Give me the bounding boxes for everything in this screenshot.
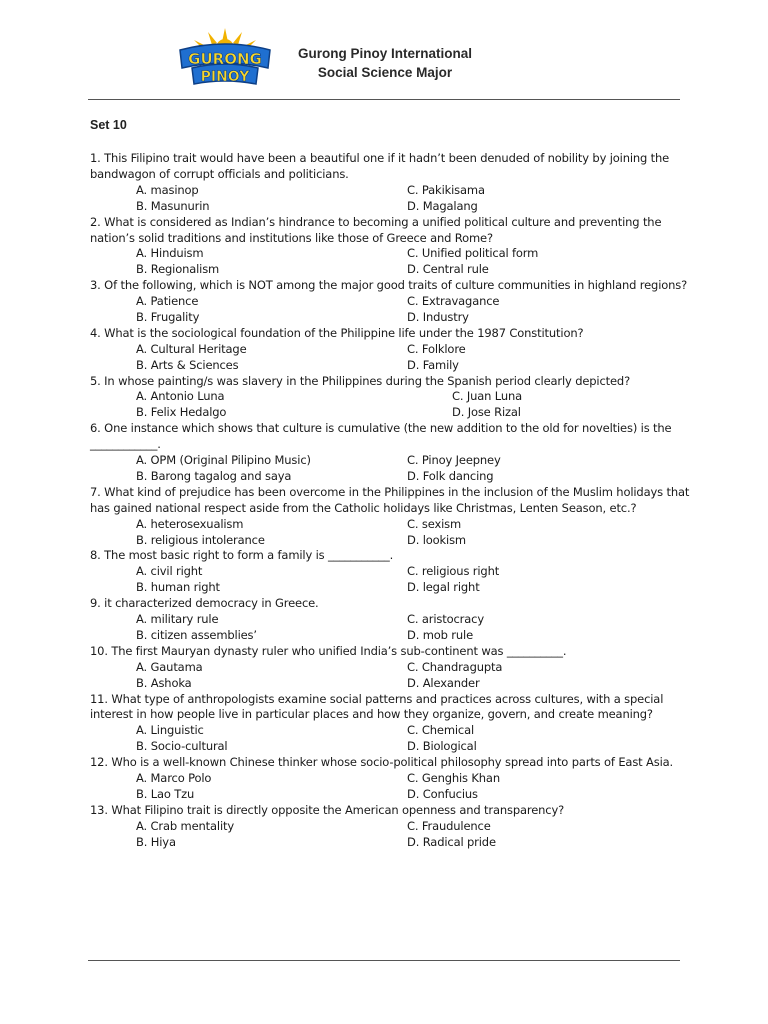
answer-option: C. Pinoy Jeepney <box>407 453 501 468</box>
answer-option: A. heterosexualism <box>136 516 244 531</box>
option-row <box>90 771 690 787</box>
option-row <box>90 533 690 549</box>
option-row <box>90 676 690 692</box>
answer-option: D. Radical pride <box>407 834 496 849</box>
answer-option: A. Patience <box>136 294 199 309</box>
answer-option: B. Arts & Sciences <box>136 357 239 372</box>
answer-option: B. Frugality <box>136 309 200 324</box>
answer-option: B. human right <box>136 580 220 595</box>
answer-option: B. Felix Hedalgo <box>136 405 227 420</box>
answer-option: B. citizen assemblies’ <box>136 627 257 642</box>
answer-option: C. Pakikisama <box>407 182 485 197</box>
answer-option: C. Chandragupta <box>407 659 503 674</box>
option-row <box>90 469 690 485</box>
answer-option: A. Gautama <box>136 659 203 674</box>
answer-option: B. Ashoka <box>136 675 192 690</box>
question-list <box>90 151 690 850</box>
question-stem: 9. it characterized democracy in Greece. <box>90 596 319 611</box>
logo-text-top: GURONG <box>188 50 262 68</box>
answer-option: A. Marco Polo <box>136 771 212 785</box>
question-item <box>90 548 690 596</box>
question-stem: 11. What type of anthropologists examine social patterns and practices across cultures, with a special interest in how people live in particular places and how they organize, govern, and create meaning? <box>90 691 664 722</box>
option-row <box>90 580 690 596</box>
answer-option: C. Folklore <box>407 341 466 356</box>
option-row <box>90 199 690 215</box>
question-item <box>90 803 690 851</box>
answer-option: C. religious right <box>407 564 500 579</box>
answer-option: A. military rule <box>136 612 219 627</box>
answer-option: C. Extravagance <box>407 294 500 309</box>
header-divider <box>88 99 680 100</box>
option-row <box>90 453 690 469</box>
option-row <box>90 819 690 835</box>
question-item <box>90 151 690 215</box>
answer-option: D. Family <box>407 357 459 372</box>
answer-option: A. Cultural Heritage <box>136 341 247 356</box>
question-item <box>90 215 690 279</box>
option-row <box>90 389 690 405</box>
answer-option: A. OPM (Original Pilipino Music) <box>136 453 311 468</box>
answer-option: D. Jose Rizal <box>452 405 521 420</box>
answer-option: B. religious intolerance <box>136 532 265 547</box>
answer-option: A. Hinduism <box>136 246 204 261</box>
option-row <box>90 660 690 676</box>
answer-option: D. Central rule <box>407 262 489 277</box>
answer-option: D. Industry <box>407 309 469 324</box>
option-row <box>90 246 690 262</box>
answer-option: B. Regionalism <box>136 262 220 277</box>
answer-option: A. masinop <box>136 182 199 197</box>
question-stem: 13. What Filipino trait is directly opposite the American openness and transparency? <box>90 802 565 817</box>
answer-option: A. Crab mentality <box>136 818 235 833</box>
header-title <box>290 44 480 82</box>
answer-option: A. civil right <box>136 564 203 579</box>
option-row <box>90 310 690 326</box>
question-item <box>90 644 690 692</box>
answer-option: D. Magalang <box>407 198 478 213</box>
answer-option: B. Hiya <box>136 834 176 849</box>
answer-option: C. aristocracy <box>407 612 484 627</box>
option-row <box>90 739 690 755</box>
answer-option: C. Fraudulence <box>407 818 491 833</box>
option-row <box>90 723 690 739</box>
option-row <box>90 183 690 199</box>
question-item <box>90 692 690 756</box>
question-stem: 1. This Filipino trait would have been a beautiful one if it hadn’t been denuded of nobility by joining the bandwagon of corrupt officials and politicians. <box>90 151 670 181</box>
answer-option: D. mob rule <box>407 627 473 642</box>
option-row <box>90 342 690 358</box>
question-stem: 10. The first Mauryan dynasty ruler who unified India’s sub-continent was __________. <box>90 643 567 658</box>
answer-option: A. Linguistic <box>136 723 204 738</box>
answer-option: D. Biological <box>407 739 477 754</box>
question-item <box>90 421 690 485</box>
option-row <box>90 405 690 421</box>
answer-option: B. Socio-cultural <box>136 739 228 754</box>
answer-option: D. Alexander <box>407 675 480 690</box>
answer-option: A. Antonio Luna <box>136 389 225 404</box>
question-stem: 12. Who is a well-known Chinese thinker whose socio-political philosophy spread into parts of East Asia. <box>90 755 674 770</box>
answer-option: B. Lao Tzu <box>136 786 195 801</box>
logo-text-bottom: PINOY <box>200 69 250 85</box>
header-title-line1: Gurong Pinoy International <box>297 46 472 61</box>
option-row <box>90 294 690 310</box>
header-title-line2: Social Science Major <box>317 65 453 80</box>
option-row <box>90 262 690 278</box>
question-stem: 2. What is considered as Indian’s hindrance to becoming a unified political culture and preventing the nation’s solid traditions and institutions like those of Greece and Rome? <box>90 214 662 245</box>
answer-option: C. Chemical <box>407 723 475 738</box>
question-item <box>90 596 690 644</box>
question-stem: 5. In whose painting/s was slavery in the Philippines during the Spanish period clearly depicted? <box>90 373 631 388</box>
option-row <box>90 564 690 580</box>
question-stem: 7. What kind of prejudice has been overcome in the Philippines in the inclusion of the Muslim holidays that has gained national respect aside from the Catholic holidays like Christmas, Lenten Season, etc.? <box>90 484 690 515</box>
question-item <box>90 755 690 803</box>
question-item <box>90 374 690 422</box>
gurong-pinoy-logo <box>170 28 280 88</box>
answer-option: D. legal right <box>407 580 480 595</box>
answer-option: B. Masunurin <box>136 198 210 213</box>
option-row <box>90 517 690 533</box>
option-row <box>90 787 690 803</box>
option-row <box>90 628 690 644</box>
answer-option: C. Juan Luna <box>452 389 523 404</box>
answer-option: C. sexism <box>407 516 462 531</box>
question-item <box>90 485 690 549</box>
answer-option: C. Genghis Khan <box>407 771 500 785</box>
answer-option: C. Unified political form <box>407 246 539 261</box>
question-item <box>90 326 690 374</box>
option-row <box>90 612 690 628</box>
option-row <box>90 835 690 851</box>
question-stem: 6. One instance which shows that culture is cumulative (the new addition to the old for novelties) is the ____________. <box>90 421 672 452</box>
set-title: Set 10 <box>90 118 127 132</box>
question-stem: 8. The most basic right to form a family is ___________. <box>90 548 394 563</box>
answer-option: D. Folk dancing <box>407 468 494 483</box>
answer-option: B. Barong tagalog and saya <box>136 468 292 483</box>
footer-divider <box>88 960 680 961</box>
question-item <box>90 278 690 326</box>
question-stem: 3. Of the following, which is NOT among the major good traits of culture communities in highland regions? <box>90 278 688 293</box>
answer-option: D. lookism <box>407 532 466 547</box>
page-header <box>0 0 768 100</box>
option-row <box>90 358 690 374</box>
question-stem: 4. What is the sociological foundation of the Philippine life under the 1987 Constitution? <box>90 325 584 340</box>
answer-option: D. Confucius <box>407 786 478 801</box>
